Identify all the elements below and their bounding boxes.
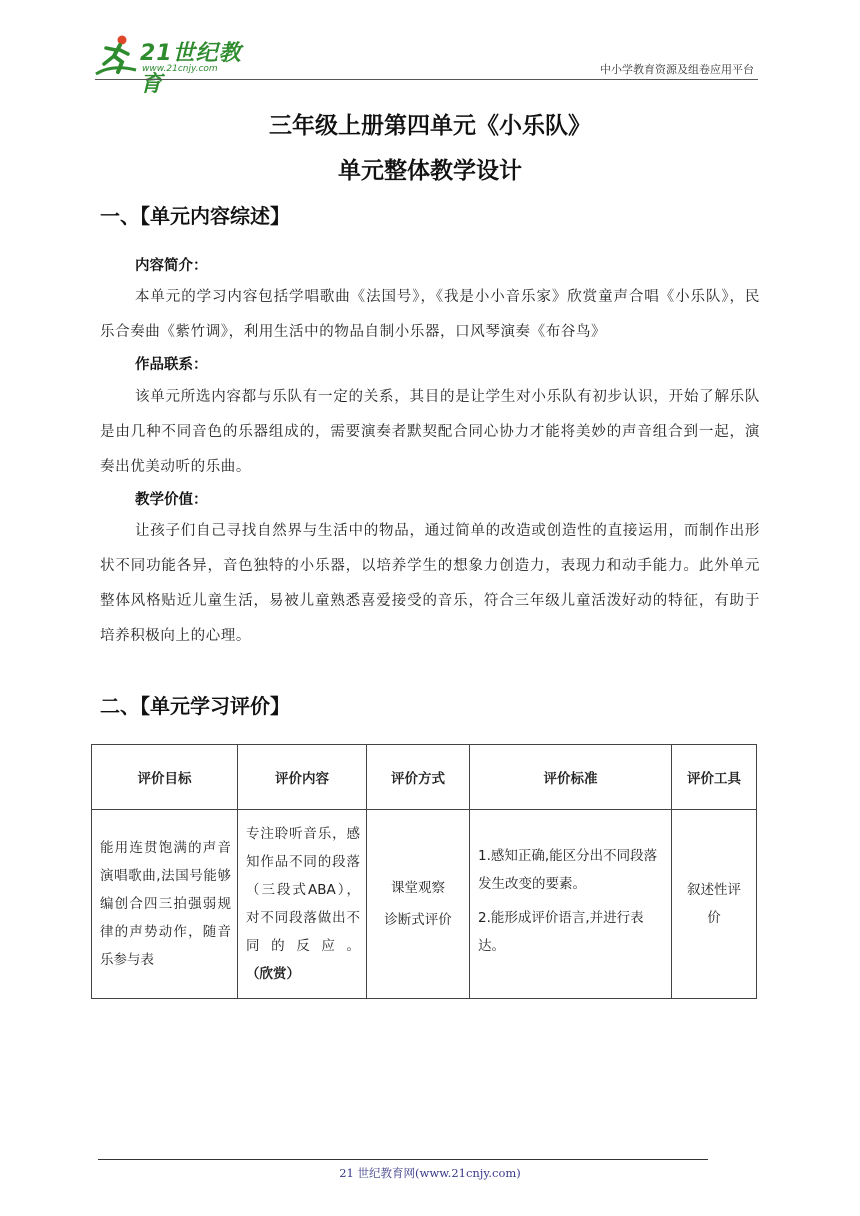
value-paragraph: 让孩子们自己寻找自然界与生活中的物品，通过简单的改造或创造性的直接运用，而制作出形状不同功能各异，音色独特的小乐器，以培养学生的想象力创造力，表现力和动手能力。此外单元整体风格贴近儿童生活，易被儿童熟悉喜爱接受的音乐，符合三年级儿童活泼好动的特征，有助于培养积极向上的心理。 bbox=[100, 523, 760, 644]
platform-label: 中小学教育资源及组卷应用平台 bbox=[600, 63, 754, 76]
content-cell bbox=[238, 810, 367, 999]
standard-item: 1.感知正确,能区分出不同段落发生改变的要素。 bbox=[478, 848, 658, 892]
column-header: 评价标准 bbox=[470, 745, 672, 810]
document-title: 三年级上册第四单元《小乐队》 bbox=[269, 113, 591, 139]
link-paragraph: 该单元所选内容都与乐队有一定的关系，其目的是让学生对小乐队有初步认识，开始了解乐队是由几种不同音色的乐器组成的，需要演奏者默契配合同心协力才能将美妙的声音组合到一起，演奏出优美动听的乐曲。 bbox=[100, 389, 760, 475]
table-header-row bbox=[92, 745, 757, 810]
header-divider bbox=[95, 79, 758, 80]
document-subtitle: 单元整体教学设计 bbox=[338, 158, 522, 184]
table-row bbox=[92, 810, 757, 999]
standard-cell bbox=[470, 810, 672, 999]
method-line: 课堂观察 bbox=[391, 880, 445, 896]
content-text: 专注聆听音乐，感知作品不同的段落（三段式ABA），对不同段落做出不同的反应。 bbox=[246, 826, 360, 954]
runner-icon bbox=[92, 34, 138, 78]
standard-item: 2.能形成评价语言,并进行表达。 bbox=[478, 910, 644, 954]
method-cell bbox=[367, 810, 470, 999]
link-label: 作品联系： bbox=[135, 357, 208, 373]
intro-label: 内容简介： bbox=[135, 258, 208, 274]
tool-cell: 叙述性评价 bbox=[672, 810, 757, 999]
section-heading-overview: 一、【单元内容综述】 bbox=[100, 204, 290, 228]
column-header: 评价目标 bbox=[92, 745, 238, 810]
evaluation-table bbox=[91, 744, 757, 999]
content-tag: （欣赏） bbox=[246, 966, 300, 982]
column-header: 评价内容 bbox=[238, 745, 367, 810]
logo-text: 21世纪教育 bbox=[140, 41, 242, 97]
method-line: 诊断式评价 bbox=[384, 912, 452, 928]
column-header: 评价工具 bbox=[672, 745, 757, 810]
column-header: 评价方式 bbox=[367, 745, 470, 810]
page-header bbox=[0, 0, 860, 97]
section-heading-evaluation: 二、【单元学习评价】 bbox=[100, 694, 290, 718]
logo-url: www.21cnjy.com bbox=[142, 64, 218, 74]
footer-divider bbox=[98, 1159, 708, 1160]
footer-text[interactable]: 21 世纪教育网(www.21cnjy.com) bbox=[339, 1166, 521, 1180]
site-logo[interactable] bbox=[92, 34, 262, 97]
value-label: 教学价值： bbox=[135, 492, 208, 508]
intro-paragraph: 本单元的学习内容包括学唱歌曲《法国号》，《我是小小音乐家》欣赏童声合唱《小乐队》，民乐合奏曲《紫竹调》，利用生活中的物品自制小乐器，口风琴演奏《布谷鸟》 bbox=[100, 289, 760, 340]
goal-cell: 能用连贯饱满的声音演唱歌曲,法国号能够编创合四三拍强弱规律的声势动作，随音乐参与表 bbox=[92, 810, 238, 999]
